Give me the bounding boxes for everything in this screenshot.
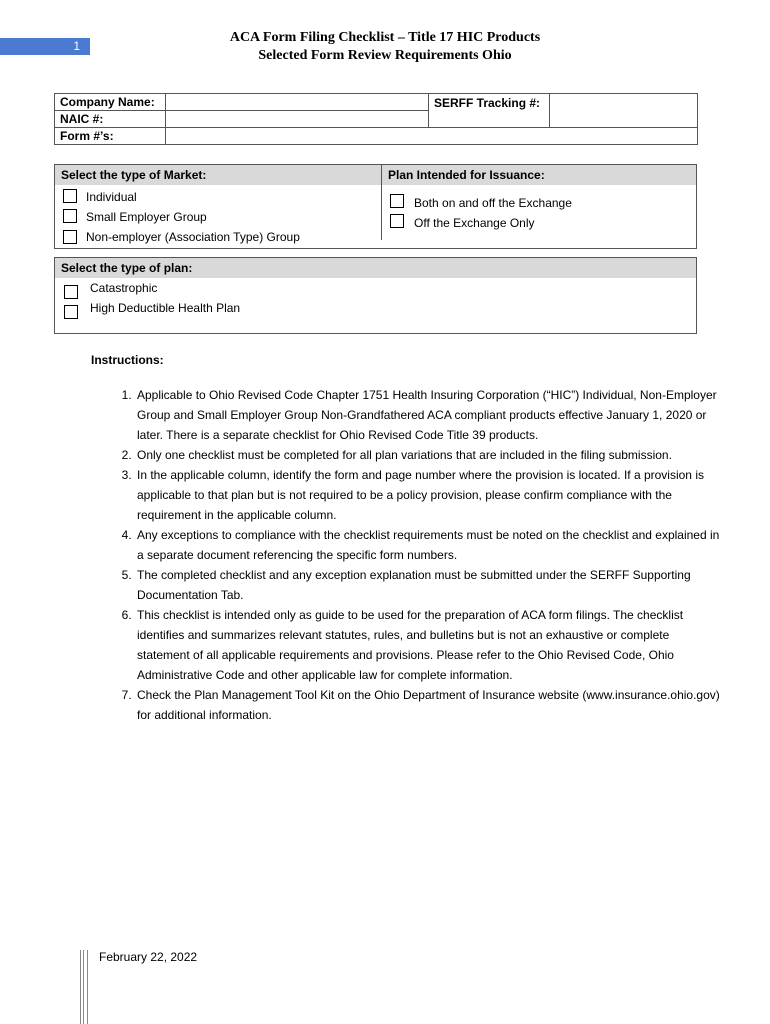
catastrophic-checkbox[interactable] [64, 285, 78, 299]
hdhp-checkbox[interactable] [64, 305, 78, 319]
naic-label: NAIC #: [55, 111, 166, 128]
naic-field[interactable] [166, 111, 429, 128]
market-section [54, 164, 697, 249]
instruction-item: 3. In the applicable column, identify the form and page number where the provision is located. If a provision is applicable to that plan but is not required to be a policy provision, please confirm compliance with the requirement in the applicable column. [135, 465, 723, 525]
instruction-item: 7. Check the Plan Management Tool Kit on the Ohio Department of Insurance website (www.insurance.ohio.gov) for additional information. [135, 685, 723, 725]
small-employer-label: Small Employer Group [86, 210, 207, 224]
instructions-title: Instructions: [91, 353, 164, 367]
footer-rule [80, 950, 90, 1024]
both-exchange-label: Both on and off the Exchange [414, 196, 572, 210]
non-employer-checkbox[interactable] [63, 230, 77, 244]
serff-tracking-field[interactable] [550, 94, 698, 128]
company-name-field[interactable] [166, 94, 429, 111]
instructions-list [97, 385, 723, 725]
instruction-item: 6. This checklist is intended only as guide to be used for the preparation of ACA form filings. The checklist identifies and summarizes relevant statutes, rules, and bulletins but is not an exhaustive or complete statement of all applicable requirements and provisions. Please refer to the Ohio Revised Code, Ohio Administrative Code and other applicable law for complete information. [135, 605, 723, 685]
document-subtitle: Selected Form Review Requirements Ohio [258, 48, 512, 63]
company-info-table [54, 93, 698, 145]
instruction-item: 1. Applicable to Ohio Revised Code Chapter 1751 Health Insuring Corporation (“HIC”) Individual, Non-Employer Group and Small Employer Group Non-Grandfathered ACA compliant products effective January 1, 2020 or later. There is a separate checklist for Ohio Revised Code Title 39 products. [135, 385, 723, 445]
both-exchange-checkbox[interactable] [390, 194, 404, 208]
plan-type-section [54, 257, 697, 334]
individual-checkbox[interactable] [63, 189, 77, 203]
issuance-header: Plan Intended for Issuance: [382, 165, 696, 185]
instruction-item: 4. Any exceptions to compliance with the checklist requirements must be noted on the checklist and explained in a separate document referencing the specific form numbers. [135, 525, 723, 565]
document-title: ACA Form Filing Checklist – Title 17 HIC Products [229, 30, 541, 45]
catastrophic-label: Catastrophic [90, 281, 158, 295]
plan-type-header: Select the type of plan: [55, 258, 696, 278]
small-employer-checkbox[interactable] [63, 209, 77, 223]
page-number-badge: 1 [0, 38, 90, 55]
off-exchange-label: Off the Exchange Only [414, 216, 535, 230]
form-numbers-label: Form #’s: [55, 128, 166, 145]
instruction-item: 5. The completed checklist and any exception explanation must be submitted under the SERFF Supporting Documentation Tab. [135, 565, 723, 605]
off-exchange-checkbox[interactable] [390, 214, 404, 228]
individual-label: Individual [86, 190, 137, 204]
hdhp-label: High Deductible Health Plan [90, 301, 241, 315]
serff-tracking-label: SERFF Tracking #: [429, 94, 550, 128]
issuance-panel [382, 165, 696, 230]
market-type-panel [55, 165, 382, 244]
market-type-header: Select the type of Market: [55, 165, 381, 185]
form-numbers-field[interactable] [166, 128, 698, 145]
instruction-item: 2. Only one checklist must be completed for all plan variations that are included in the filing submission. [135, 445, 723, 465]
non-employer-label: Non-employer (Association Type) Group [86, 230, 300, 244]
company-name-label: Company Name: [55, 94, 166, 111]
footer-date: February 22, 2022 [99, 950, 198, 964]
